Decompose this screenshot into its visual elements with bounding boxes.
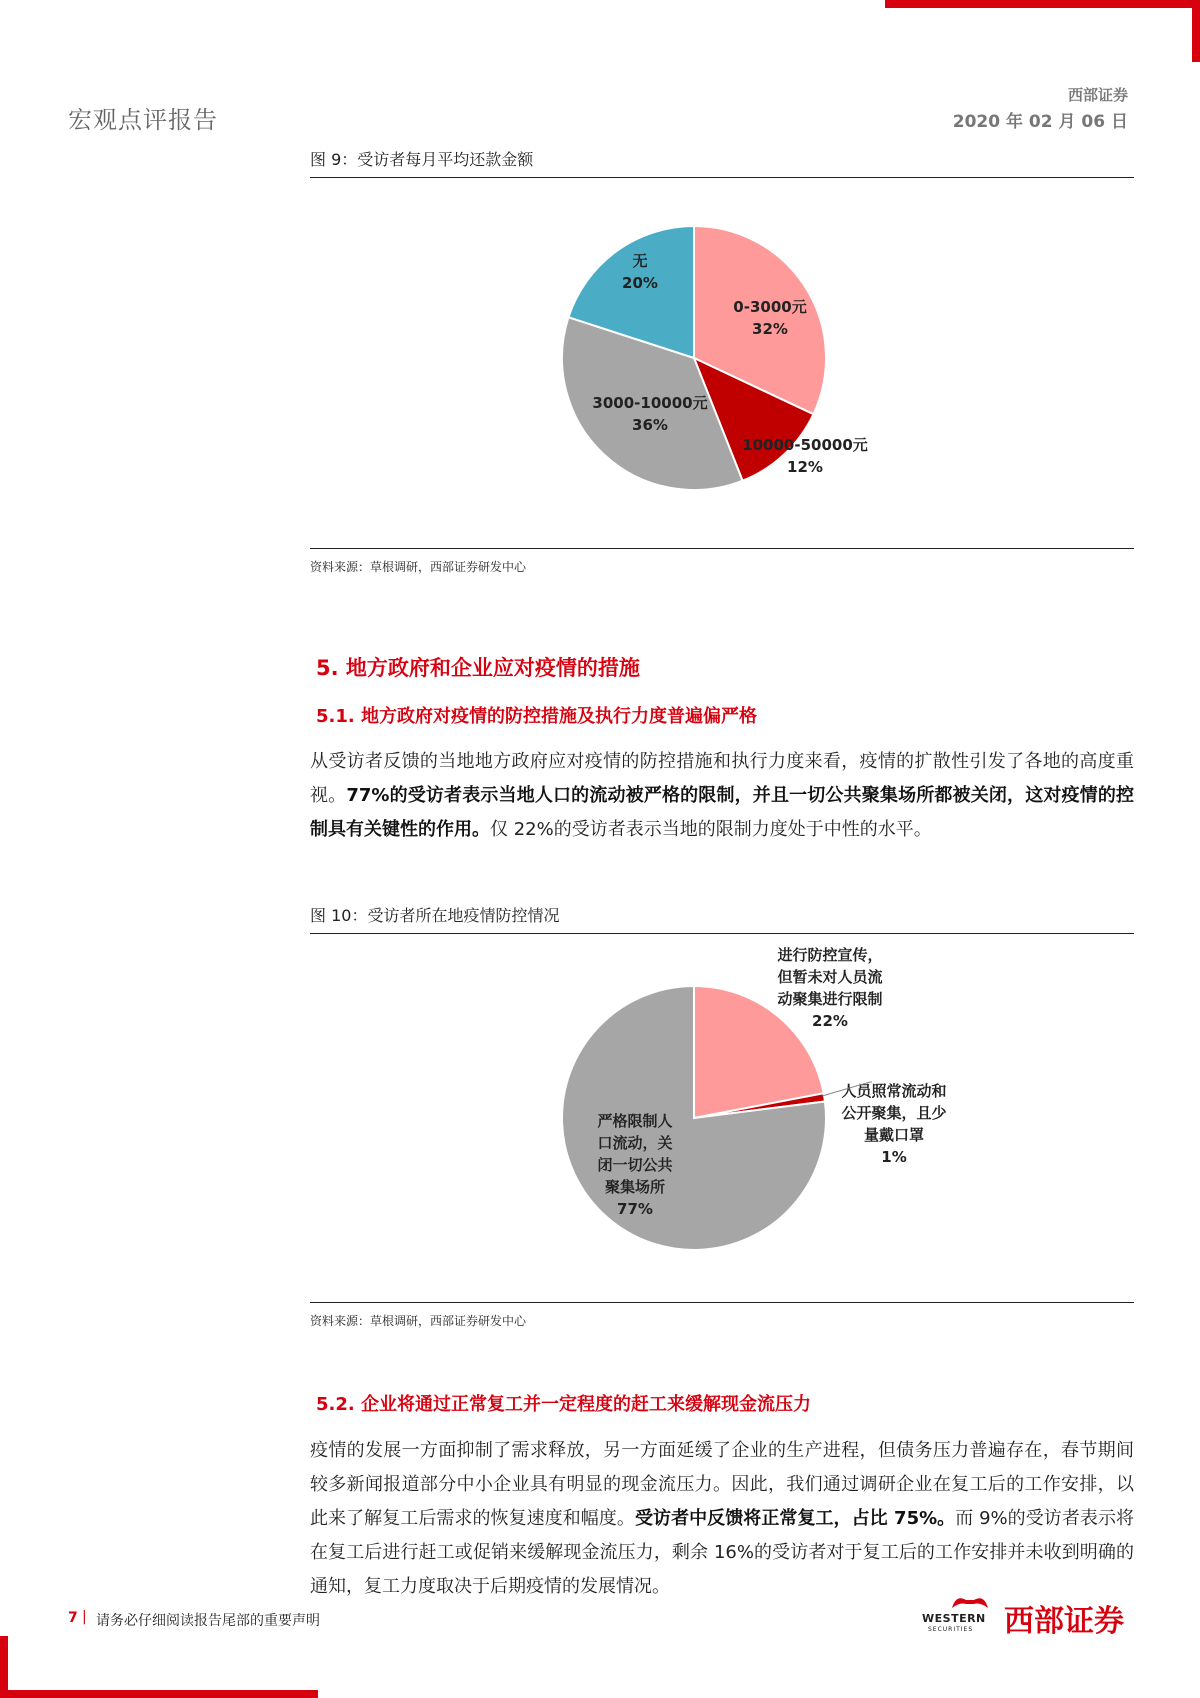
logo-chinese: 西部证券 bbox=[1004, 1604, 1124, 1639]
corner-accent-bottom-left bbox=[0, 1690, 318, 1698]
section-5-1-heading: 5.1. 地方政府对疫情的防控措施及执行力度普遍偏严格 bbox=[316, 706, 757, 727]
corner-accent-top-right bbox=[885, 0, 1200, 8]
fig10-slice-label-2: 严格限制人口流动，关闭一切公共聚集场所 77% bbox=[597, 1112, 673, 1218]
para-bold-text: 77%的受访者表示当地人口的流动被严格的限制，并且一切公共聚集场所都被关闭，这对疫情的控制具有关键性的作用。 bbox=[310, 785, 1134, 840]
figure-9-top-rule bbox=[310, 177, 1134, 178]
logo-english: WESTERN bbox=[922, 1612, 986, 1625]
section-5-2-heading: 5.2. 企业将通过正常复工并一定程度的赶工来缓解现金流压力 bbox=[316, 1394, 811, 1415]
figure-10-top-rule bbox=[310, 933, 1134, 934]
section-5-1-paragraph bbox=[310, 745, 1134, 847]
fig9-slice-label-1: 10000-50000元 12% bbox=[742, 436, 868, 476]
figure-9-bottom-rule bbox=[310, 548, 1134, 549]
fig9-slice-label-2: 3000-10000元 36% bbox=[592, 394, 708, 434]
section-5-heading: 5. 地方政府和企业应对疫情的措施 bbox=[316, 656, 640, 680]
fig9-slice-label-3: 无 20% bbox=[622, 252, 658, 292]
fig10-slice-label-0: 进行防控宣传，但暂未对人员流动聚集进行限制 22% bbox=[777, 946, 883, 1030]
para-text: 仅 22%的受访者表示当地的限制力度处于中性的水平。 bbox=[490, 819, 932, 840]
figure-10-pie-chart bbox=[310, 936, 1134, 1300]
footer-separator: | bbox=[82, 1609, 87, 1625]
para-text: 而 9%的受访者表示将在复工后进行赶工或促销来缓解现金流压力，剩余 16%的受访者对于复工后的工作安排并未收到明确的通知，复工力度取决于后期疫情的发展情况。 bbox=[310, 1508, 1134, 1597]
figure-10-bottom-rule bbox=[310, 1302, 1134, 1303]
bull-logo-icon bbox=[950, 1590, 990, 1612]
footer-notice: 请务必仔细阅读报告尾部的重要声明 bbox=[96, 1613, 320, 1629]
page-number: 7 bbox=[68, 1610, 78, 1626]
para-text: 从受访者反馈的当地地方政府应对疫情的防控措施和执行力度来看，疫情的扩散性引发了各地的高度重视。 bbox=[310, 751, 1134, 806]
figure-9-title: 图 9：受访者每月平均还款金额 bbox=[310, 150, 534, 169]
corner-accent-top-right-vertical bbox=[1192, 0, 1200, 62]
figure-9-source: 资料来源：草根调研，西部证券研发中心 bbox=[310, 560, 527, 574]
figure-10-source: 资料来源：草根调研，西部证券研发中心 bbox=[310, 1314, 527, 1328]
corner-accent-bottom-left-vertical bbox=[0, 1636, 8, 1698]
fig10-slice-label-1: 人员照常流动和公开聚集，且少量戴口罩 1% bbox=[841, 1082, 947, 1166]
header-company: 西部证券 bbox=[1067, 86, 1128, 104]
header-date: 2020 年 02 月 06 日 bbox=[952, 112, 1128, 132]
para-text: 疫情的发展一方面抑制了需求释放，另一方面延缓了企业的生产进程，但债务压力普遍存在，春节期间较多新闻报道部分中小企业具有明显的现金流压力。因此，我们通过调研企业在复工后的工作安排，以此来了解复工后需求的恢复速度和幅度。 bbox=[310, 1440, 1134, 1529]
section-5-2-paragraph bbox=[310, 1434, 1134, 1604]
fig9-slice-label-0: 0-3000元 32% bbox=[733, 298, 807, 338]
figure-10-title: 图 10：受访者所在地疫情防控情况 bbox=[310, 906, 560, 925]
para-bold-text: 受访者中反馈将正常复工，占比 75%。 bbox=[634, 1508, 956, 1529]
report-type: 宏观点评报告 bbox=[68, 106, 218, 134]
logo-english-sub: SECURITIES bbox=[928, 1626, 974, 1633]
figure-9-pie-chart bbox=[310, 180, 1134, 545]
